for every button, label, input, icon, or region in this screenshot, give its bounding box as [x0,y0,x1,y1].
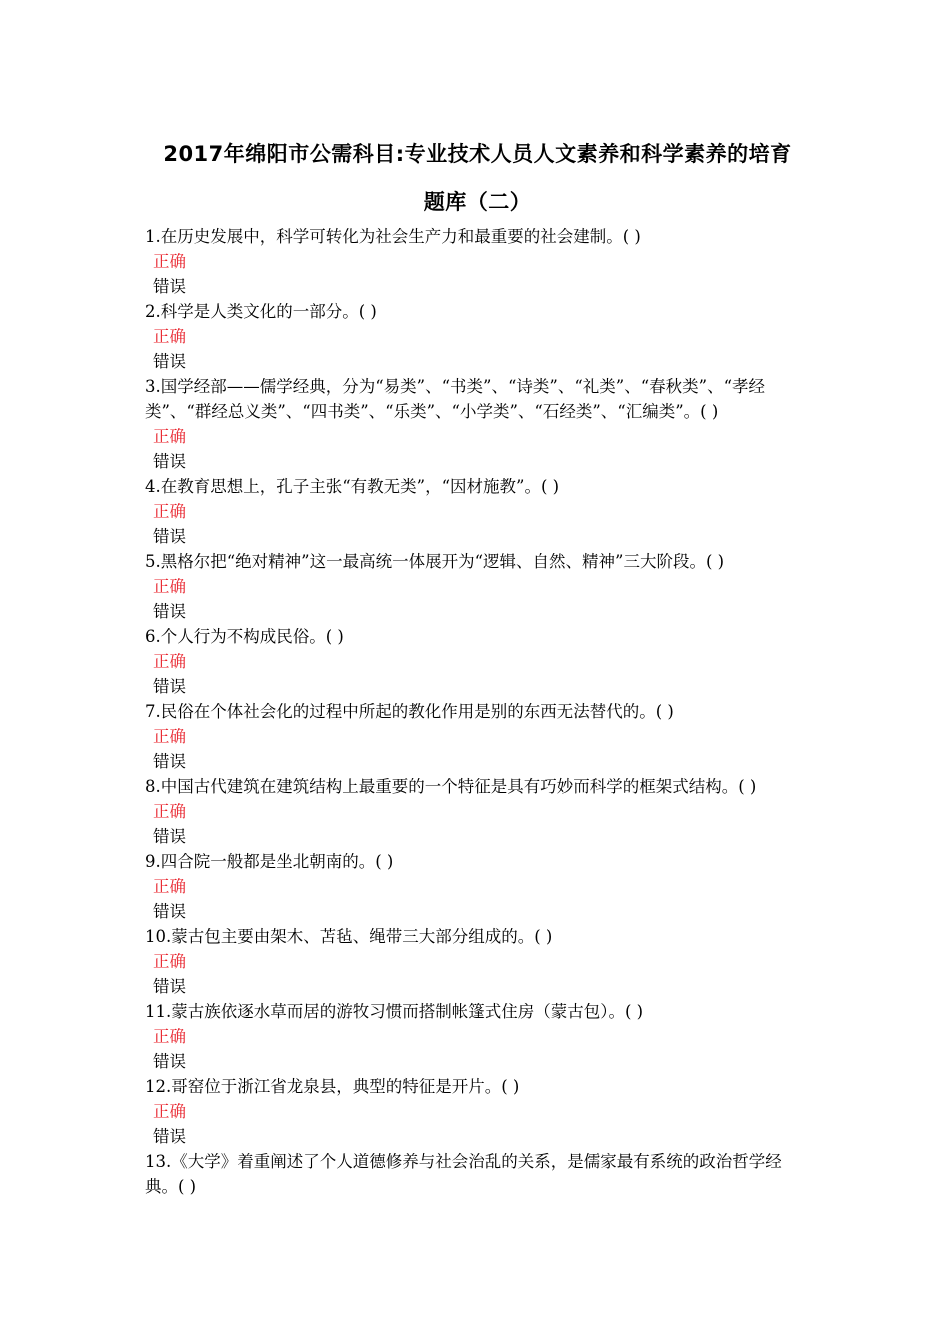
option-wrong[interactable]: 错误 [153,352,186,371]
question-item [145,624,810,699]
question-text: 2.科学是人类文化的一部分。( ) [145,302,377,321]
option-wrong[interactable]: 错误 [153,1127,186,1146]
question-item [145,924,810,999]
option-correct[interactable]: 正确 [153,1027,186,1046]
option-correct[interactable]: 正确 [153,727,186,746]
question-text: 8.中国古代建筑在建筑结构上最重要的一个特征是具有巧妙而科学的框架式结构。( ) [145,777,757,796]
option-correct[interactable]: 正确 [153,502,186,521]
option-wrong[interactable]: 错误 [153,902,186,921]
document-title: 2017年绵阳市公需科目:专业技术人员人文素养和科学素养的培育 [163,142,792,166]
option-correct[interactable]: 正确 [153,327,186,346]
option-correct[interactable]: 正确 [153,252,186,271]
question-item [145,999,810,1074]
question-text: 5.黑格尔把“绝对精神”这一最高统一体展开为“逻辑、自然、精神”三大阶段。( ) [145,552,725,571]
question-text: 3.国学经部——儒学经典，分为“易类”、“书类”、“诗类”、“礼类”、“春秋类”、“孝经类”、“群经总义类”、“四书类”、“乐类”、“小学类”、“石经类”、“汇编类”。( ) [145,377,766,421]
question-text: 6.个人行为不构成民俗。( ) [145,627,344,646]
option-correct[interactable]: 正确 [153,427,186,446]
option-correct[interactable]: 正确 [153,1102,186,1121]
option-wrong[interactable]: 错误 [153,977,186,996]
option-wrong[interactable]: 错误 [153,277,186,296]
document-subtitle: 题库（二） [423,190,532,214]
option-wrong[interactable]: 错误 [153,527,186,546]
question-text: 4.在教育思想上，孔子主张“有教无类”，“因材施教”。( ) [145,477,560,496]
option-correct[interactable]: 正确 [153,802,186,821]
question-item [145,224,810,299]
question-text: 13.《大学》着重阐述了个人道德修养与社会治乱的关系，是儒家最有系统的政治哲学经典。( ) [145,1152,782,1196]
option-wrong[interactable]: 错误 [153,677,186,696]
question-item [145,549,810,624]
question-item [145,1074,810,1149]
question-text: 7.民俗在个体社会化的过程中所起的教化作用是别的东西无法替代的。( ) [145,702,674,721]
option-wrong[interactable]: 错误 [153,827,186,846]
document-page [145,130,810,1199]
question-item [145,474,810,549]
option-correct[interactable]: 正确 [153,952,186,971]
question-item [145,374,810,474]
question-item [145,299,810,374]
option-correct[interactable]: 正确 [153,652,186,671]
question-text: 10.蒙古包主要由架木、苫毡、绳带三大部分组成的。( ) [145,927,553,946]
option-correct[interactable]: 正确 [153,877,186,896]
option-wrong[interactable]: 错误 [153,752,186,771]
question-item [145,1149,810,1199]
option-wrong[interactable]: 错误 [153,1052,186,1071]
question-list [145,224,810,1199]
option-wrong[interactable]: 错误 [153,452,186,471]
question-text: 11.蒙古族依逐水草而居的游牧习惯而搭制帐篷式住房（蒙古包）。( ) [145,1002,644,1021]
question-text: 1.在历史发展中，科学可转化为社会生产力和最重要的社会建制。( ) [145,227,641,246]
question-text: 12.哥窑位于浙江省龙泉县，典型的特征是开片。( ) [145,1077,520,1096]
question-item [145,699,810,774]
option-wrong[interactable]: 错误 [153,602,186,621]
question-text: 9.四合院一般都是坐北朝南的。( ) [145,852,394,871]
question-item [145,849,810,924]
option-correct[interactable]: 正确 [153,577,186,596]
question-item [145,774,810,849]
